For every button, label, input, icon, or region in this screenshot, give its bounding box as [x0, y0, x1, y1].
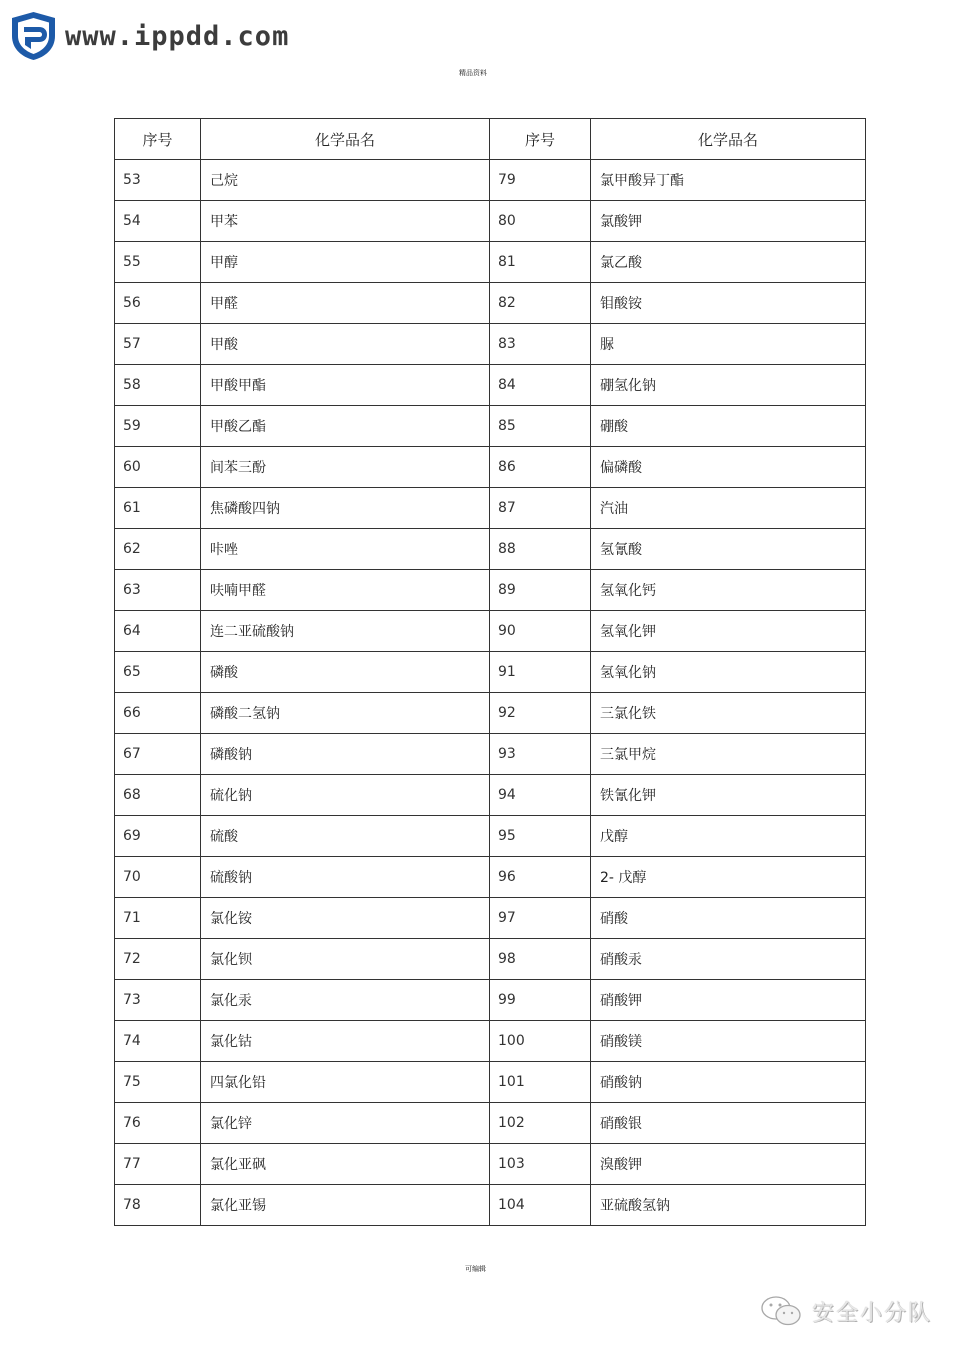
serial-right-cell: 85 [490, 406, 591, 447]
table-row [115, 939, 866, 980]
serial-right-cell: 83 [490, 324, 591, 365]
chemical-name-right-cell: 硝酸银 [591, 1103, 866, 1144]
serial-right-cell: 84 [490, 365, 591, 406]
chemical-name-left-cell: 氯化汞 [201, 980, 490, 1021]
chemical-name-right-cell: 硝酸镁 [591, 1021, 866, 1062]
serial-left-cell: 53 [115, 160, 201, 201]
serial-right-cell: 100 [490, 1021, 591, 1062]
table-row [115, 447, 866, 488]
serial-left-cell: 62 [115, 529, 201, 570]
table-row [115, 693, 866, 734]
chemical-name-left-cell: 氯化锌 [201, 1103, 490, 1144]
chemical-name-right-cell: 硝酸钾 [591, 980, 866, 1021]
serial-right-cell: 81 [490, 242, 591, 283]
serial-right-cell: 88 [490, 529, 591, 570]
chemical-name-right-cell: 氢氧化钾 [591, 611, 866, 652]
table-header-row [115, 119, 866, 160]
table-row [115, 734, 866, 775]
table-row [115, 857, 866, 898]
table-row [115, 1103, 866, 1144]
serial-left-cell: 76 [115, 1103, 201, 1144]
chemical-name-right-cell: 氢氧化钙 [591, 570, 866, 611]
chemical-name-left-cell: 呋喃甲醛 [201, 570, 490, 611]
serial-left-cell: 63 [115, 570, 201, 611]
serial-left-cell: 75 [115, 1062, 201, 1103]
serial-left-cell: 67 [115, 734, 201, 775]
serial-left-cell: 64 [115, 611, 201, 652]
chemical-name-right-cell: 硼氢化钠 [591, 365, 866, 406]
chemical-name-left-cell: 甲酸 [201, 324, 490, 365]
chemical-name-right-cell: 氯乙酸 [591, 242, 866, 283]
table-row [115, 324, 866, 365]
column-header-name-right: 化学品名 [591, 119, 866, 160]
serial-right-cell: 94 [490, 775, 591, 816]
serial-left-cell: 78 [115, 1185, 201, 1226]
chemical-name-right-cell: 氢氧化钠 [591, 652, 866, 693]
serial-left-cell: 66 [115, 693, 201, 734]
table-row [115, 980, 866, 1021]
serial-left-cell: 73 [115, 980, 201, 1021]
serial-left-cell: 74 [115, 1021, 201, 1062]
serial-right-cell: 101 [490, 1062, 591, 1103]
chemical-name-left-cell: 硫酸 [201, 816, 490, 857]
serial-right-cell: 93 [490, 734, 591, 775]
chemical-name-left-cell: 间苯三酚 [201, 447, 490, 488]
chemical-name-left-cell: 己烷 [201, 160, 490, 201]
chemical-name-right-cell: 硝酸 [591, 898, 866, 939]
chemical-name-left-cell: 咔唑 [201, 529, 490, 570]
chemical-name-left-cell: 硫化钠 [201, 775, 490, 816]
table-row [115, 488, 866, 529]
chemical-name-right-cell: 三氯化铁 [591, 693, 866, 734]
serial-left-cell: 61 [115, 488, 201, 529]
serial-right-cell: 91 [490, 652, 591, 693]
serial-left-cell: 77 [115, 1144, 201, 1185]
chemical-name-right-cell: 三氯甲烷 [591, 734, 866, 775]
chemical-name-left-cell: 氯化钴 [201, 1021, 490, 1062]
chemical-name-right-cell: 氯甲酸异丁酯 [591, 160, 866, 201]
chemical-name-right-cell: 亚硫酸氢钠 [591, 1185, 866, 1226]
table-row [115, 201, 866, 242]
serial-right-cell: 95 [490, 816, 591, 857]
watermark-text: 安全小分队 [812, 1300, 933, 1326]
chemical-name-left-cell: 磷酸钠 [201, 734, 490, 775]
table-row [115, 816, 866, 857]
serial-left-cell: 55 [115, 242, 201, 283]
chemical-name-right-cell: 脲 [591, 324, 866, 365]
chemical-name-right-cell: 溴酸钾 [591, 1144, 866, 1185]
chemical-name-left-cell: 氯化亚砜 [201, 1144, 490, 1185]
serial-right-cell: 102 [490, 1103, 591, 1144]
chemical-name-left-cell: 磷酸二氢钠 [201, 693, 490, 734]
chemical-name-left-cell: 磷酸 [201, 652, 490, 693]
table-row [115, 1021, 866, 1062]
site-url: www.ippdd.com [65, 20, 290, 52]
column-header-serial-left: 序号 [115, 119, 201, 160]
serial-left-cell: 58 [115, 365, 201, 406]
site-logo [10, 11, 289, 61]
chemical-name-left-cell: 氯化铵 [201, 898, 490, 939]
chemical-name-left-cell: 四氯化铅 [201, 1062, 490, 1103]
chemical-name-left-cell: 甲苯 [201, 201, 490, 242]
chemical-name-left-cell: 氯化钡 [201, 939, 490, 980]
wechat-watermark [760, 1294, 932, 1328]
chemical-name-left-cell: 连二亚硫酸钠 [201, 611, 490, 652]
serial-left-cell: 60 [115, 447, 201, 488]
serial-left-cell: 59 [115, 406, 201, 447]
column-header-name-left: 化学品名 [201, 119, 490, 160]
serial-right-cell: 97 [490, 898, 591, 939]
serial-right-cell: 90 [490, 611, 591, 652]
column-header-serial-right: 序号 [490, 119, 591, 160]
chemical-name-left-cell: 氯化亚锡 [201, 1185, 490, 1226]
table-row [115, 283, 866, 324]
serial-left-cell: 65 [115, 652, 201, 693]
chemical-name-left-cell: 甲醛 [201, 283, 490, 324]
serial-left-cell: 69 [115, 816, 201, 857]
table-row [115, 570, 866, 611]
serial-right-cell: 92 [490, 693, 591, 734]
chemical-name-right-cell: 铁氰化钾 [591, 775, 866, 816]
chemical-name-right-cell: 硝酸钠 [591, 1062, 866, 1103]
chemical-name-left-cell: 硫酸钠 [201, 857, 490, 898]
chemical-name-right-cell: 硝酸汞 [591, 939, 866, 980]
chemical-name-right-cell: 硼酸 [591, 406, 866, 447]
table-row [115, 529, 866, 570]
serial-right-cell: 87 [490, 488, 591, 529]
serial-right-cell: 96 [490, 857, 591, 898]
chemical-name-left-cell: 甲酸乙酯 [201, 406, 490, 447]
serial-right-cell: 86 [490, 447, 591, 488]
page-footer-note: 可编辑 [465, 1265, 486, 1273]
serial-right-cell: 82 [490, 283, 591, 324]
table-row [115, 652, 866, 693]
chemical-name-right-cell: 偏磷酸 [591, 447, 866, 488]
table-row [115, 1185, 866, 1226]
wechat-icon [760, 1294, 804, 1328]
chemical-name-left-cell: 焦磷酸四钠 [201, 488, 490, 529]
page-header-note: 精品资料 [459, 69, 487, 77]
table-row [115, 1062, 866, 1103]
chemical-name-right-cell: 戊醇 [591, 816, 866, 857]
serial-left-cell: 54 [115, 201, 201, 242]
table-body [115, 160, 866, 1226]
serial-left-cell: 56 [115, 283, 201, 324]
serial-left-cell: 70 [115, 857, 201, 898]
table-row [115, 242, 866, 283]
table-row [115, 365, 866, 406]
chemical-name-right-cell: 氢氰酸 [591, 529, 866, 570]
serial-right-cell: 104 [490, 1185, 591, 1226]
table-row [115, 1144, 866, 1185]
serial-right-cell: 99 [490, 980, 591, 1021]
table-row [115, 775, 866, 816]
table-row [115, 898, 866, 939]
chemicals-table [114, 118, 866, 1226]
serial-right-cell: 89 [490, 570, 591, 611]
serial-left-cell: 71 [115, 898, 201, 939]
serial-right-cell: 103 [490, 1144, 591, 1185]
shield-p-logo-icon [10, 11, 57, 61]
chemical-name-right-cell: 钼酸铵 [591, 283, 866, 324]
chemical-name-right-cell: 2- 戊醇 [591, 857, 866, 898]
table-row [115, 160, 866, 201]
serial-left-cell: 72 [115, 939, 201, 980]
serial-left-cell: 57 [115, 324, 201, 365]
chemical-name-left-cell: 甲醇 [201, 242, 490, 283]
chemical-name-left-cell: 甲酸甲酯 [201, 365, 490, 406]
serial-left-cell: 68 [115, 775, 201, 816]
chemical-name-right-cell: 汽油 [591, 488, 866, 529]
table-row [115, 406, 866, 447]
serial-right-cell: 98 [490, 939, 591, 980]
serial-right-cell: 79 [490, 160, 591, 201]
serial-right-cell: 80 [490, 201, 591, 242]
table-row [115, 611, 866, 652]
chemical-name-right-cell: 氯酸钾 [591, 201, 866, 242]
